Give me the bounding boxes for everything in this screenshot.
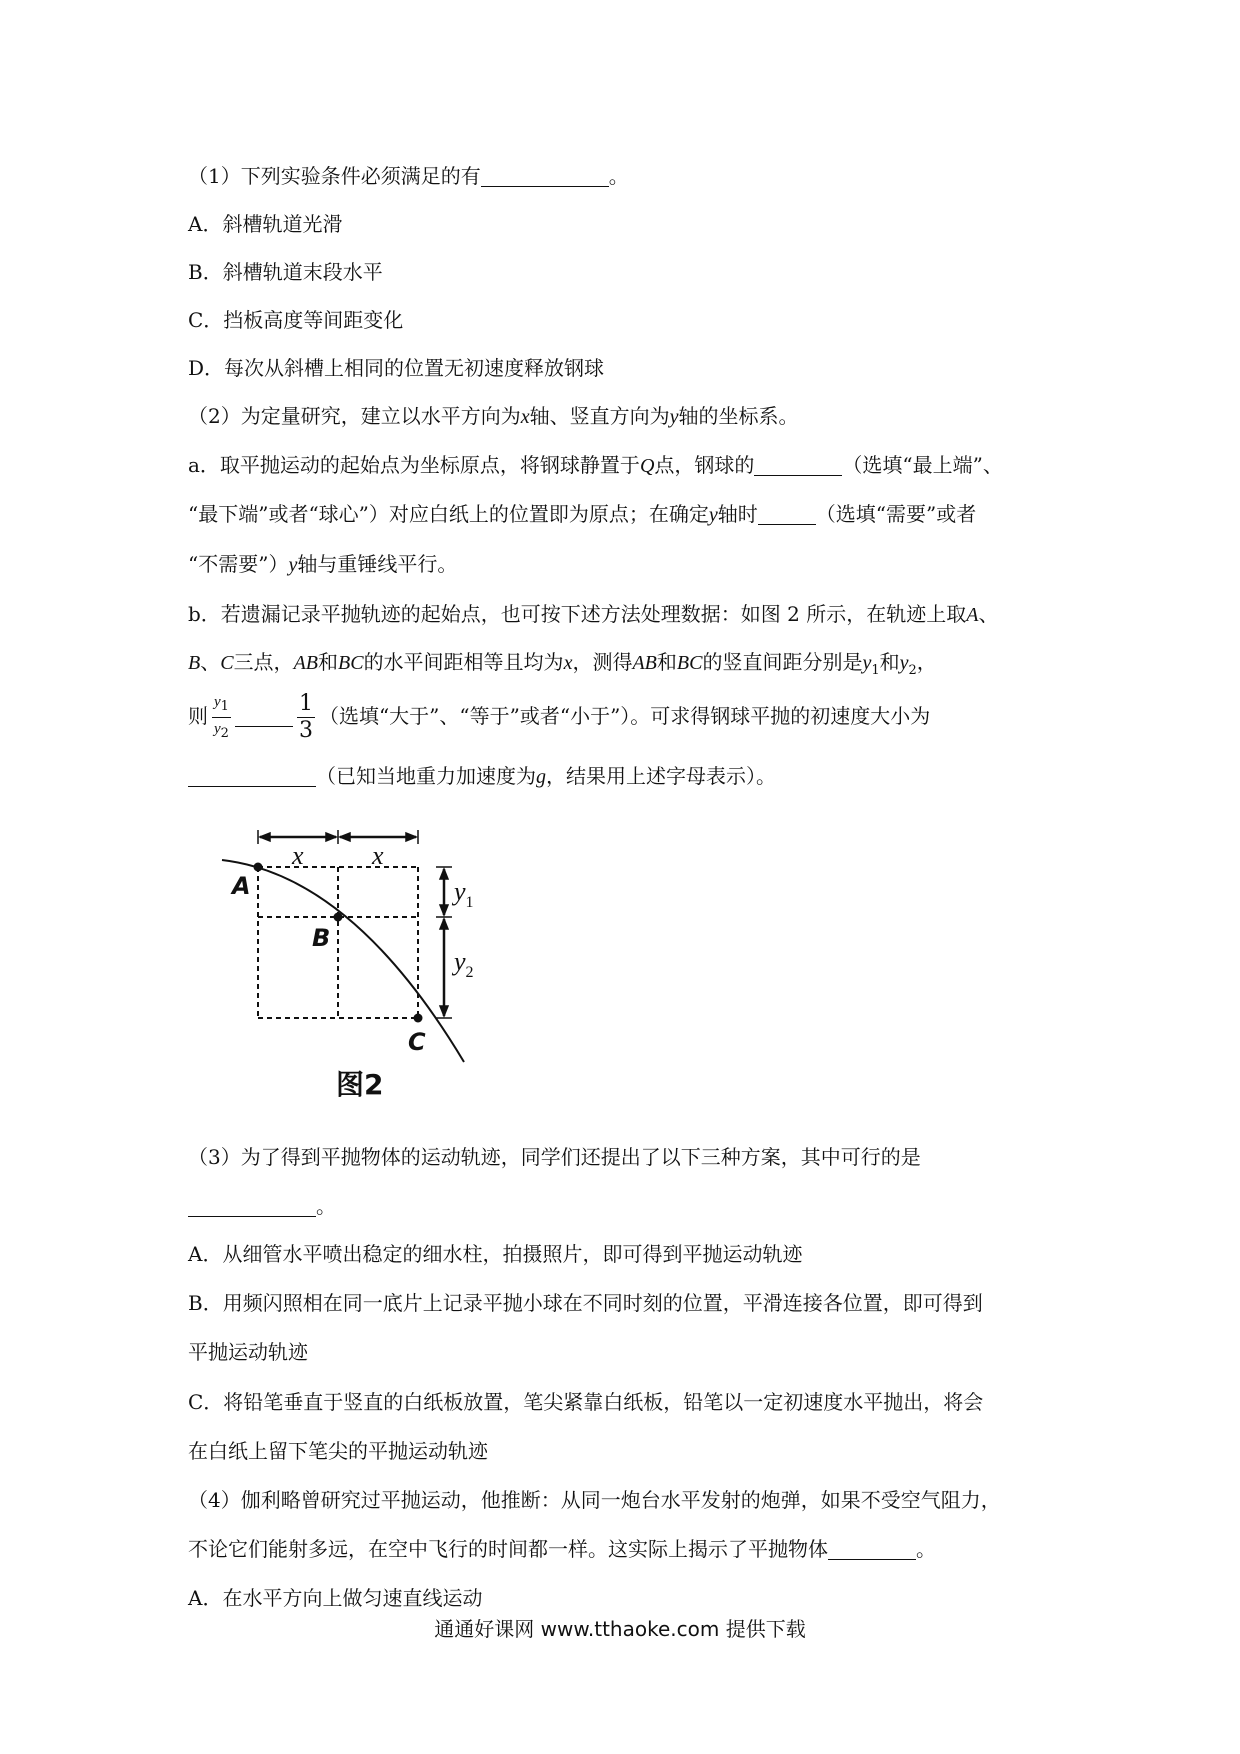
point-b-dot	[334, 913, 343, 922]
q3-option-b-line2: 平抛运动轨迹	[188, 1340, 308, 1364]
q1-option-b: B．斜槽轨道末段水平	[188, 260, 383, 284]
q1-option-a: A．斜槽轨道光滑	[188, 212, 343, 236]
answer-blank	[235, 706, 293, 727]
q2b-line1: b．若遗漏记录平抛轨迹的起始点，也可按下述方法处理数据：如图 2 所示，在轨迹上取A、	[188, 602, 999, 626]
q2b-line2: B、C三点，AB和BC的水平间距相等且均为x，测得AB和BC的竖直间距分别是$y_1$和$y_2$，	[188, 650, 937, 678]
answer-blank	[481, 166, 609, 187]
q2a-line2: “最下端”或者“球心”）对应白纸上的位置即为原点；在确定y轴时 （选填“需要”或者	[188, 502, 977, 526]
label-y1: $y_1$	[454, 877, 474, 911]
q1-option-c: C．挡板高度等间距变化	[188, 308, 404, 332]
answer-blank	[188, 766, 316, 787]
q4-option-a: A．在水平方向上做匀速直线运动	[188, 1586, 483, 1610]
q2a-line3: “不需要”）y轴与重锤线平行。	[188, 552, 458, 576]
fraction-one-third: $\frac{1}{3}$	[298, 691, 313, 743]
label-x-left: x	[292, 841, 304, 870]
label-y2: $y_2$	[454, 947, 474, 981]
q3-option-a: A．从细管水平喷出稳定的细水柱，拍摄照片，即可得到平抛运动轨迹	[188, 1242, 803, 1266]
answer-blank	[758, 504, 816, 525]
q3-stem: （3）为了得到平抛物体的运动轨迹，同学们还提出了以下三种方案，其中可行的是	[188, 1145, 921, 1169]
q4-stem-line1: （4）伽利略曾研究过平抛运动，他推断：从同一炮台水平发射的炮弹，如果不受空气阻力，	[188, 1488, 1001, 1512]
q3-option-c-line2: 在白纸上留下笔尖的平抛运动轨迹	[188, 1439, 488, 1463]
q3-option-b-line1: B．用频闪照相在同一底片上记录平抛小球在不同时刻的位置，平滑连接各位置，即可得到	[188, 1291, 983, 1315]
q3-answer-line: 。	[188, 1192, 336, 1220]
label-point-b: B	[312, 924, 331, 952]
answer-blank	[828, 1539, 916, 1560]
q2a-line1: a．取平抛运动的起始点为坐标原点，将钢球静置于Q点，钢球的 （选填“最上端”、	[188, 453, 1003, 477]
q2b-line3: 则 $\frac{y_1}{y_2}$ $\frac{1}{3}$ （选填“大于”、“等于”或者“小于”）。可求得钢球平抛的初速度大小为	[188, 691, 931, 743]
ratio-y1-y2: $\frac{y_1}{y_2}$	[212, 691, 231, 744]
q1-stem: （1）下列实验条件必须满足的有 。	[188, 164, 629, 188]
point-a-dot	[254, 863, 263, 872]
q2b-line4: （已知当地重力加速度为g，结果用上述字母表示）。	[188, 762, 776, 791]
label-point-c: C	[408, 1028, 426, 1056]
q2-stem: （2）为定量研究，建立以水平方向为x轴、竖直方向为y轴的坐标系。	[188, 404, 799, 428]
figure-2-diagram	[212, 820, 532, 1090]
figure-caption: 图2	[336, 1068, 384, 1101]
answer-blank	[754, 455, 842, 476]
q3-option-c-line1: C．将铅笔垂直于竖直的白纸板放置，笔尖紧靠白纸板，铅笔以一定初速度水平抛出，将会	[188, 1390, 984, 1414]
label-x-right: x	[372, 841, 384, 870]
dashed-grid	[258, 867, 418, 1018]
point-c-dot	[414, 1014, 423, 1023]
page-footer: 通通好课网 www.tthaoke.com 提供下载	[434, 1617, 806, 1641]
q1-option-d: D．每次从斜槽上相同的位置无初速度释放钢球	[188, 356, 605, 380]
answer-blank	[188, 1196, 316, 1217]
label-point-a: A	[232, 872, 251, 900]
q4-stem-line2: 不论它们能射多远，在空中飞行的时间都一样。这实际上揭示了平抛物体 。	[188, 1537, 936, 1561]
